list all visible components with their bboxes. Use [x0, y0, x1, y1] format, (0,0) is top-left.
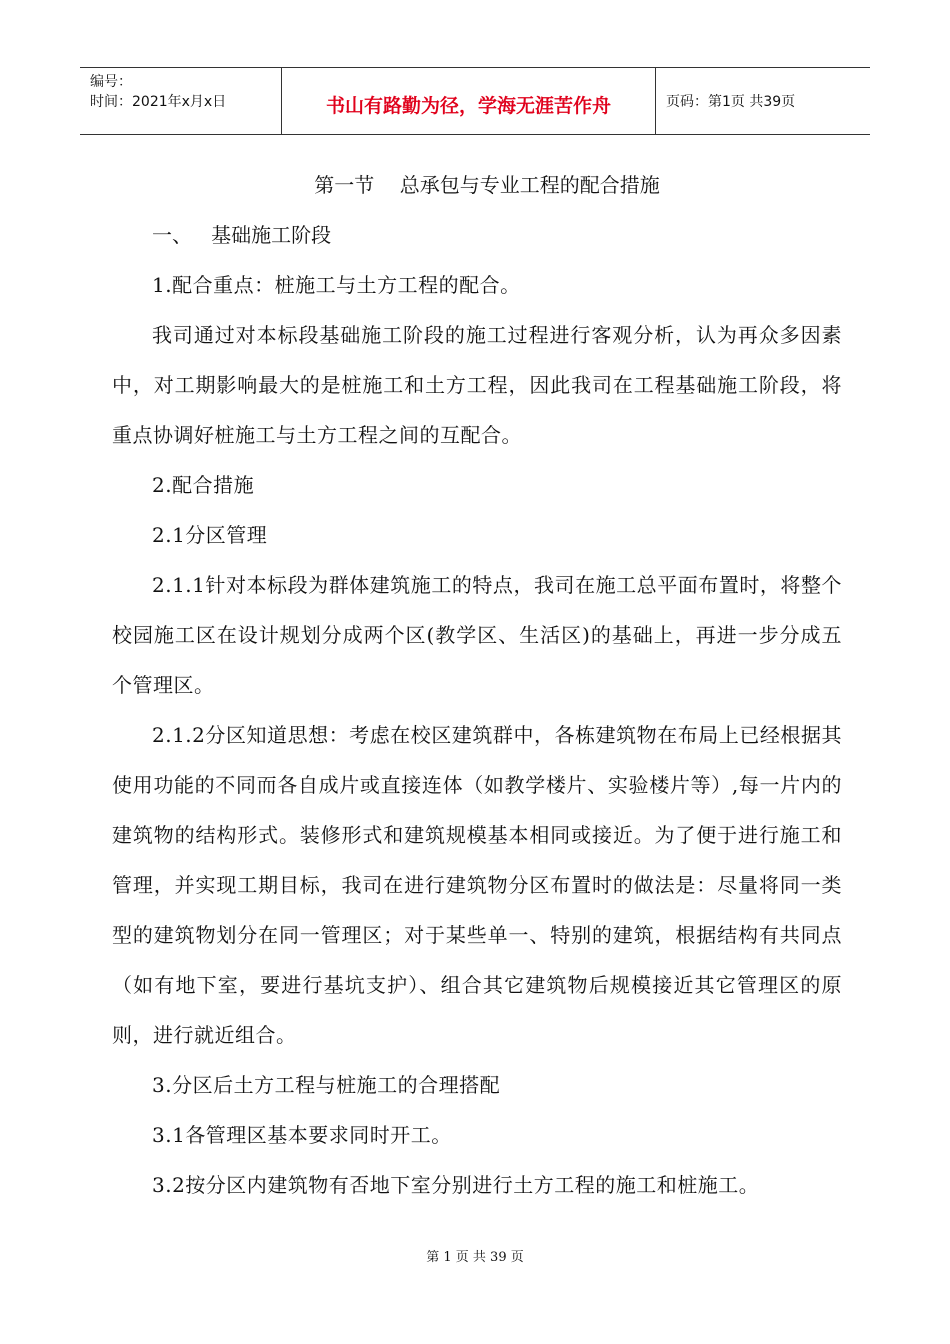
- paragraph: 2.1.2分区知道思想：考虑在校区建筑群中，各栋建筑物在布局上已经根据其使用功能的不同而各自成片或直接连体（如教学楼片、实验楼片等）,每一片内的建筑物的结构形式。装修形式和建筑规模基本相同或接近。为了便于进行施工和管理，并实现工期目标，我司在进行建筑物分区布置时的做法是：尽量将同一类型的建筑物划分在同一管理区；对于某些单一、特别的建筑，根据结构有共同点（如有地下室，要进行基坑支护）、组合其它建筑物后规模接近其它管理区的原则，进行就近组合。: [112, 723, 842, 1047]
- paragraph: 我司通过对本标段基础施工阶段的施工过程进行客观分析，认为再众多因素中，对工期影响最大的是桩施工和土方工程，因此我司在工程基础施工阶段，将重点协调好桩施工与土方工程之间的互配合。: [112, 323, 842, 447]
- header-meta: [80, 68, 282, 134]
- paragraph: 1.配合重点：桩施工与土方工程的配合。: [152, 273, 521, 297]
- section-title: 第一节 总承包与专业工程的配合措施: [314, 173, 660, 197]
- paragraph: 3.2按分区内建筑物有否地下室分别进行土方工程的施工和桩施工。: [152, 1173, 760, 1197]
- section-heading: 一、 基础施工阶段: [152, 223, 332, 247]
- document-number-label: 编号：: [90, 74, 132, 90]
- paragraph: 3.分区后土方工程与桩施工的合理搭配: [152, 1073, 501, 1097]
- document-body: [112, 160, 842, 1210]
- page-header: [80, 67, 870, 135]
- header-page-info: 页码：第1页 共39页: [666, 94, 796, 110]
- paragraph: 3.1各管理区基本要求同时开工。: [152, 1123, 452, 1147]
- page-footer: 第 1 页 共 39 页: [426, 1250, 524, 1265]
- paragraph: 2.1.1针对本标段为群体建筑施工的特点，我司在施工总平面布置时，将整个校园施工区在设计规划分成两个区(教学区、生活区)的基础上，再进一步分成五个管理区。: [112, 573, 842, 697]
- document-time: 时间：2021年x月x日: [90, 94, 227, 110]
- paragraph: 2.1分区管理: [152, 523, 268, 547]
- header-motto: 书山有路勤为径，学海无涯苦作舟: [282, 68, 656, 134]
- paragraph: 2.配合措施: [152, 473, 255, 497]
